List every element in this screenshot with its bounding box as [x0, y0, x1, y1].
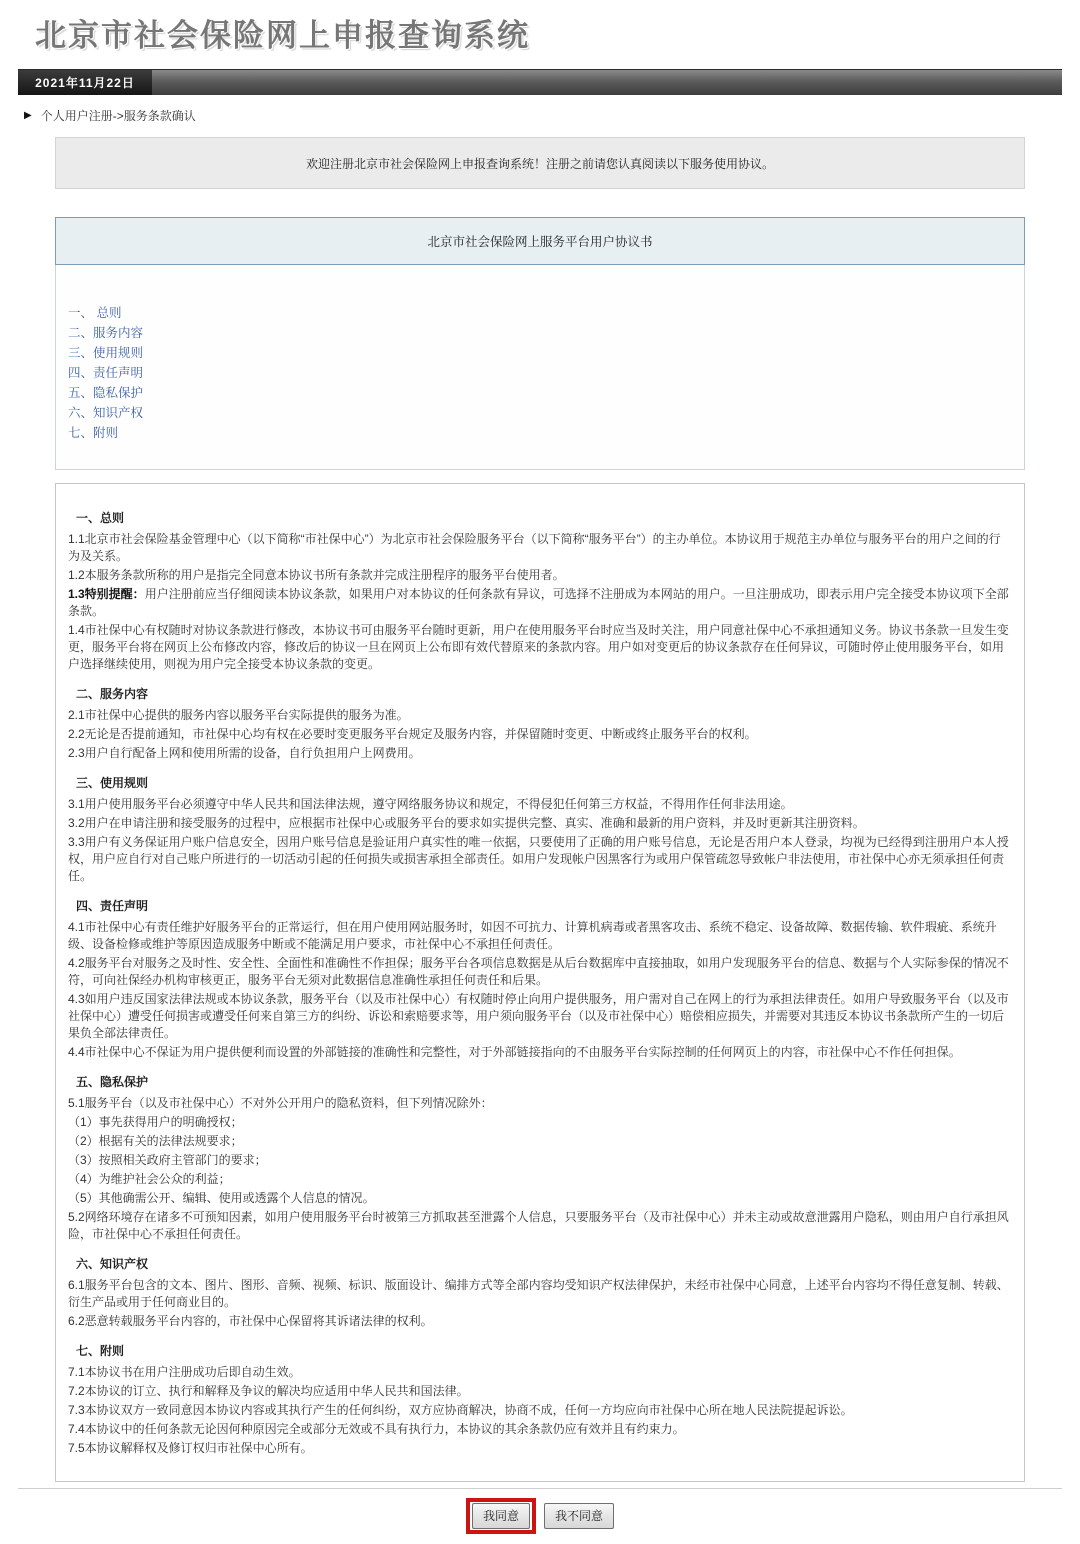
- agreement-clause: 6.1服务平台包含的文本、图片、图形、音频、视频、标识、版面设计、编排方式等全部内容均受知识产权法律保护，未经市社保中心同意，上述平台内容均不得任意复制、转载、衍生产品或用于任何商业目的。: [68, 1278, 1009, 1309]
- agreement-clause: 6.2恶意转载服务平台内容的，市社保中心保留将其诉诸法律的权利。: [68, 1314, 433, 1328]
- agreement-clause: （2）根据有关的法律法规要求；: [68, 1134, 243, 1148]
- date-bar: [18, 69, 1062, 95]
- agreement-clause: 2.2无论是否提前通知，市社保中心均有权在必要时变更服务平台规定及服务内容，并保留随时变更、中断或终止服务平台的权利。: [68, 727, 757, 741]
- toc-link[interactable]: 一、 总则: [68, 306, 122, 320]
- agreement-title-box: [55, 217, 1025, 265]
- agreement-clause: 1.2本服务条款所称的用户是指完全同意本协议书所有条款并完成注册程序的服务平台使用者。: [68, 568, 565, 582]
- section-heading: 七、附则: [76, 1344, 125, 1358]
- breadcrumb: [24, 107, 1062, 124]
- agreement-clause: 4.1市社保中心有责任维护好服务平台的正常运行，但在用户使用网站服务时，如因不可抗力、计算机病毒或者黑客攻击、系统不稳定、设备故障、数据传输、软件瑕疵、系统升级、设备检修或维护等原因造成服务中断或不能满足用户要求，市社保中心不承担任何责任。: [68, 920, 997, 951]
- section-heading: 二、服务内容: [76, 687, 149, 701]
- agreement-clause: 5.2网络环境存在诸多不可预知因素，如用户使用服务平台时被第三方抓取甚至泄露个人信息，只要服务平台（及市社保中心）并未主动或故意泄露用户隐私，则由用户自行承担风险，市社保中心不承担任何责任。: [68, 1210, 1009, 1241]
- content-area: [18, 69, 1062, 1489]
- section-heading: 一、总则: [76, 511, 125, 525]
- red-highlight-annotation: [466, 1498, 536, 1534]
- breadcrumb-arrow-icon: ▶: [24, 109, 32, 121]
- agreement-clause: 4.4市社保中心不保证为用户提供便利而设置的外部链接的准确性和完整性，对于外部链接指向的不由服务平台实际控制的任何网页上的内容，市社保中心不作任何担保。: [68, 1045, 961, 1059]
- toc-link[interactable]: 二、服务内容: [68, 326, 144, 340]
- toc-link[interactable]: 五、隐私保护: [68, 386, 144, 400]
- agreement-clause: 3.2用户在申请注册和接受服务的过程中，应根据市社保中心或服务平台的要求如实提供完整、真实、准确和最新的用户资料，并及时更新其注册资料。: [68, 816, 865, 830]
- toc-link[interactable]: 七、附则: [68, 426, 119, 440]
- agreement-title: 北京市社会保险网上服务平台用户协议书: [427, 235, 653, 249]
- agreement-clause: （5）其他确需公开、编辑、使用或透露个人信息的情况。: [68, 1191, 375, 1205]
- agreement-clause: 7.2本协议的订立、执行和解释及争议的解决均应适用中华人民共和国法律。: [68, 1384, 469, 1398]
- agreement-clause: 1.1北京市社会保险基金管理中心（以下简称“市社保中心”）为北京市社会保险服务平台（以下简称“服务平台”）的主办单位。本协议用于规范主办单位与服务平台的用户之间的行为及关系。: [68, 532, 1001, 563]
- agreement-clause: （3）按照相关政府主管部门的要求；: [68, 1153, 267, 1167]
- date-label: 2021年11月22日: [18, 70, 152, 95]
- page-title: 北京市社会保险网上申报查询系统: [35, 18, 530, 53]
- agreement-clause: （4）为维护社会公众的利益；: [68, 1172, 231, 1186]
- agreement-clause: 3.1用户使用服务平台必须遵守中华人民共和国法律法规，遵守网络服务协议和规定，不得侵犯任何第三方权益，不得用作任何非法用途。: [68, 797, 793, 811]
- agreement-clause: 2.1市社保中心提供的服务内容以服务平台实际提供的服务为准。: [68, 708, 409, 722]
- agreement-clause: 4.2服务平台对服务之及时性、安全性、全面性和准确性不作担保；服务平台各项信息数据是从后台数据库中直接抽取，如用户发现服务平台的信息、数据与个人实际参保的情况不符，可向社保经办机构审核更正，服务平台无须对此数据信息准确性承担任何责任和后果。: [68, 956, 1009, 987]
- agreement-toc: [55, 265, 1025, 470]
- agreement-body: [55, 483, 1025, 1482]
- toc-link[interactable]: 六、知识产权: [68, 406, 144, 420]
- agreement-clause: 2.3用户自行配备上网和使用所需的设备，自行负担用户上网费用。: [68, 746, 421, 760]
- agreement-clause: 1.3特别提醒：用户注册前应当仔细阅读本协议条款，如果用户对本协议的任何条款有异议，可选择不注册成为本网站的用户。一旦注册成功，即表示用户完全接受本协议项下全部条款。: [68, 587, 1009, 618]
- agreement-clause: 1.4市社保中心有权随时对协议条款进行修改，本协议书可由服务平台随时更新，用户在使用服务平台时应当及时关注，用户同意社保中心不承担通知义务。协议书条款一旦发生变更，服务平台将在网页上公布修改内容，修改后的协议一旦在网页上公布即有效代替原来的条款内容。用户如对变更后的协议条款存在任何异议，可随时停止使用服务平台，如用户选择继续使用，则视为用户完全接受本协议条款的变更。: [68, 623, 1009, 671]
- agreement-clause: 7.5本协议解释权及修订权归市社保中心所有。: [68, 1441, 313, 1455]
- confirm-button-row: [0, 1498, 1080, 1544]
- breadcrumb-text: 个人用户注册->服务条款确认: [40, 109, 196, 123]
- section-heading: 五、隐私保护: [76, 1075, 149, 1089]
- agreement-clause: （1）事先获得用户的明确授权；: [68, 1115, 243, 1129]
- agreement-clause: 7.4本协议中的任何条款无论因何种原因完全或部分无效或不具有执行力，本协议的其余条款仍应有效并且有约束力。: [68, 1422, 685, 1436]
- section-heading: 六、知识产权: [76, 1257, 149, 1271]
- section-heading: 三、使用规则: [76, 776, 149, 790]
- toc-link[interactable]: 三、使用规则: [68, 346, 144, 360]
- toc-link[interactable]: 四、责任声明: [68, 366, 144, 380]
- disagree-button[interactable]: 我不同意: [544, 1503, 614, 1529]
- agreement-clause: 4.3如用户违反国家法律法规或本协议条款，服务平台（以及市社保中心）有权随时停止向用户提供服务，用户需对自己在网上的行为承担法律责任。如用户导致服务平台（以及市社保中心）遭受任何损害或遭受任何来自第三方的纠纷、诉讼和索赔要求等，用户须向服务平台（以及市社保中心）赔偿相应损失，并需要对其违反本协议书条款所产生的一切后果负全部法律责任。: [68, 992, 1009, 1040]
- agreement-clause: 7.3本协议双方一致同意因本协议内容或其执行产生的任何纠纷，双方应协商解决，协商不成，任何一方均应向市社保中心所在地人民法院提起诉讼。: [68, 1403, 853, 1417]
- agreement-clause: 3.3用户有义务保证用户账户信息安全，因用户账号信息是验证用户真实性的唯一依据，只要使用了正确的用户账号信息，无论是否用户本人登录，均视为已经得到注册用户本人授权，用户应自行对自己账户所进行的一切活动引起的任何损失或损害承担全部责任。如用户发现帐户因黑客行为或用户保管疏忽导致帐户非法使用，市社保中心亦无须承担任何责任。: [68, 835, 1009, 883]
- agree-button[interactable]: 我同意: [472, 1503, 530, 1529]
- section-heading: 四、责任声明: [76, 899, 149, 913]
- welcome-banner: [55, 137, 1025, 189]
- welcome-text: 欢迎注册北京市社会保险网上申报查询系统！注册之前请您认真阅读以下服务使用协议。: [305, 156, 774, 171]
- agreement-clause: 7.1本协议书在用户注册成功后即自动生效。: [68, 1365, 301, 1379]
- agreement-clause: 5.1服务平台（以及市社保中心）不对外公开用户的隐私资料，但下列情况除外：: [68, 1096, 493, 1110]
